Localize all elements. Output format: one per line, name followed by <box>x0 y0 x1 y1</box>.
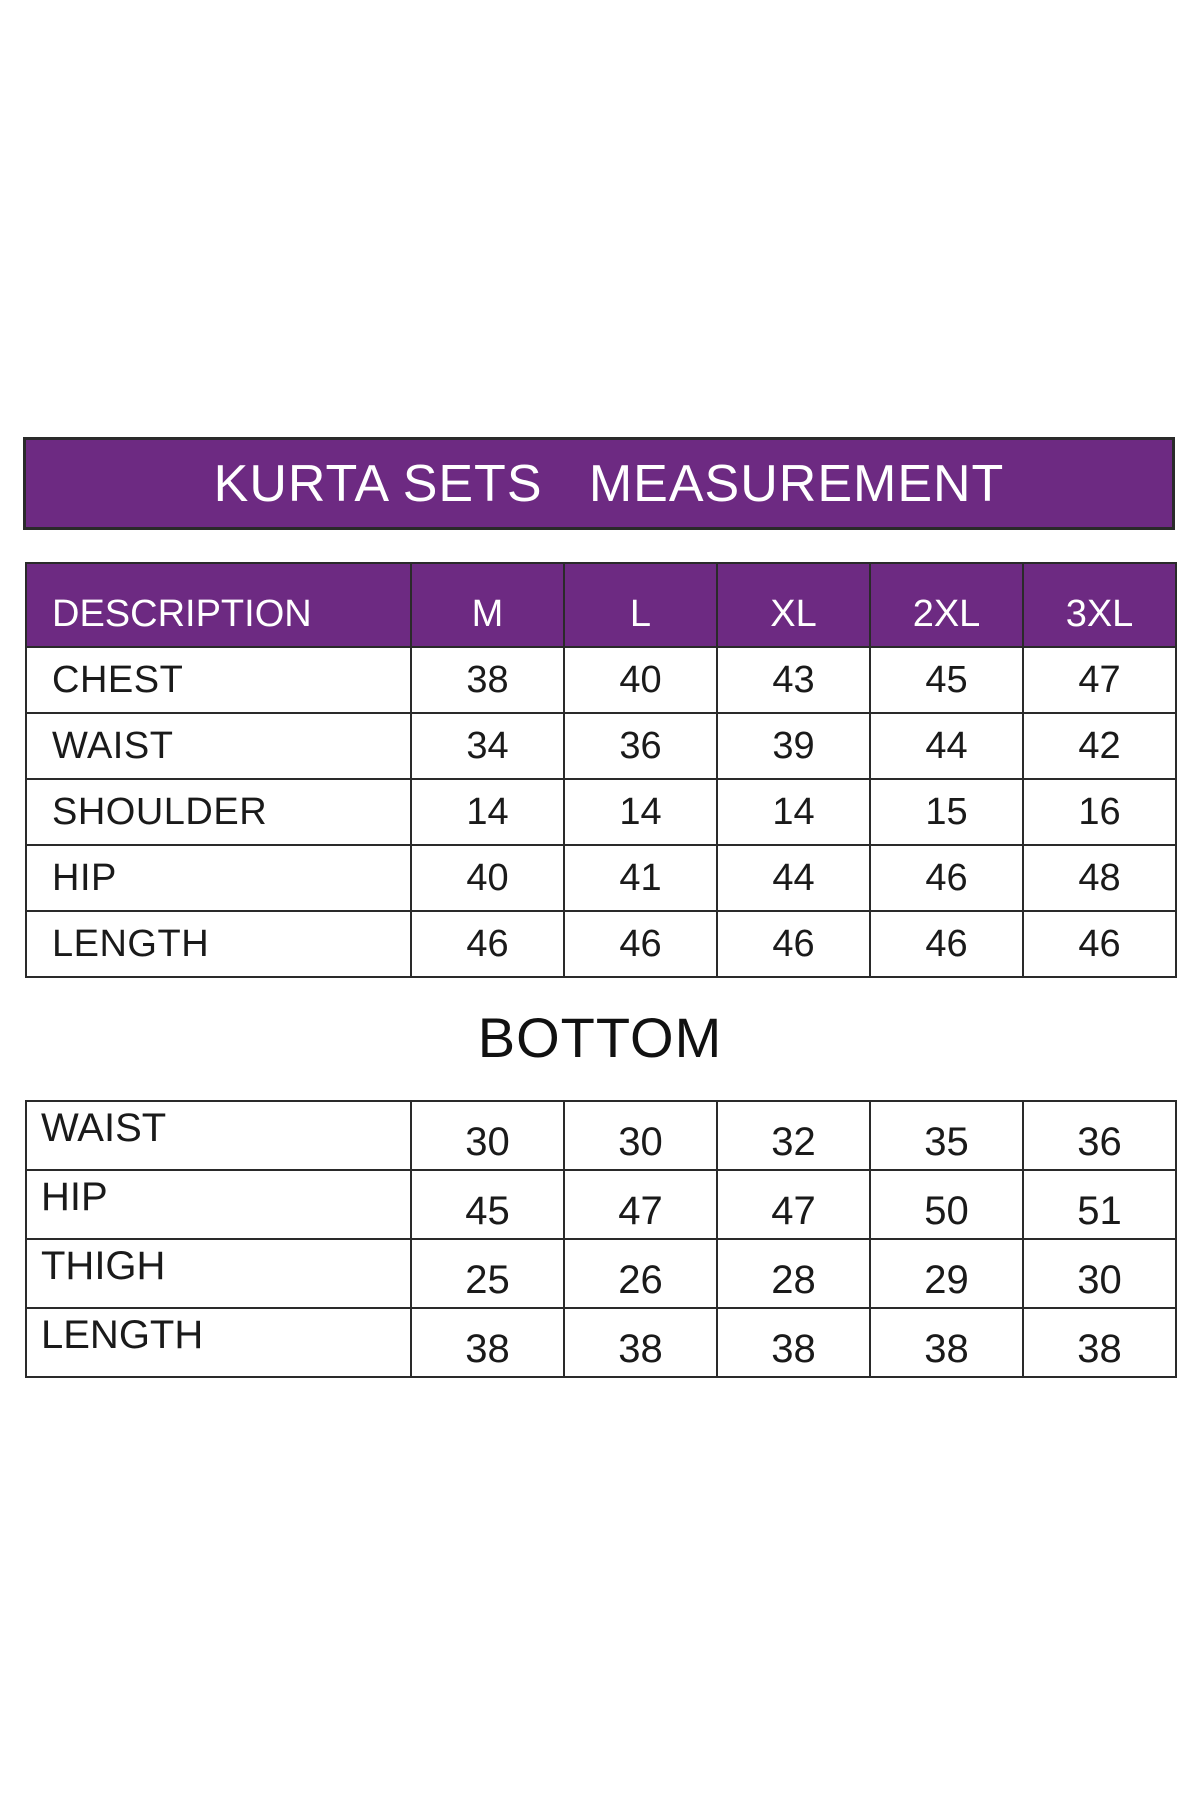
measurement-cell: 34 <box>411 713 564 779</box>
bottom-section-label: BOTTOM <box>477 1006 723 1069</box>
top-table-row <box>26 713 1176 779</box>
measurement-cell: 51 <box>1023 1170 1176 1239</box>
measurement-cell: 40 <box>564 647 717 713</box>
kurta-size-table <box>25 562 1177 978</box>
bottom-table-row <box>26 1101 1176 1170</box>
measurement-cell: 38 <box>411 647 564 713</box>
measurement-cell: 47 <box>1023 647 1176 713</box>
measurement-cell: 25 <box>411 1239 564 1308</box>
measurement-cell: 39 <box>717 713 870 779</box>
measurement-cell: 48 <box>1023 845 1176 911</box>
measurement-cell: 28 <box>717 1239 870 1308</box>
measurement-cell: 45 <box>411 1170 564 1239</box>
row-label: CHEST <box>26 647 411 713</box>
row-label: SHOULDER <box>26 779 411 845</box>
bottom-table-row <box>26 1170 1176 1239</box>
measurement-cell: 26 <box>564 1239 717 1308</box>
header-size-m: M <box>411 563 564 647</box>
measurement-cell: 44 <box>870 713 1023 779</box>
header-size-2xl: 2XL <box>870 563 1023 647</box>
table-header-row <box>26 563 1176 647</box>
measurement-cell: 41 <box>564 845 717 911</box>
measurement-cell: 47 <box>717 1170 870 1239</box>
measurement-cell: 36 <box>564 713 717 779</box>
measurement-cell: 38 <box>1023 1308 1176 1377</box>
measurement-cell: 43 <box>717 647 870 713</box>
page-title: KURTA SETS MEASUREMENT <box>213 454 1005 513</box>
measurement-cell: 45 <box>870 647 1023 713</box>
measurement-cell: 46 <box>411 911 564 977</box>
measurement-cell: 30 <box>564 1101 717 1170</box>
row-label: WAIST <box>26 713 411 779</box>
header-size-xl: XL <box>717 563 870 647</box>
measurement-cell: 15 <box>870 779 1023 845</box>
top-table-row <box>26 845 1176 911</box>
measurement-cell: 30 <box>1023 1239 1176 1308</box>
measurement-cell: 46 <box>870 845 1023 911</box>
measurement-cell: 36 <box>1023 1101 1176 1170</box>
bottom-size-table <box>25 1100 1177 1378</box>
row-label: LENGTH <box>26 911 411 977</box>
measurement-cell: 46 <box>870 911 1023 977</box>
measurement-cell: 46 <box>717 911 870 977</box>
measurement-cell: 46 <box>1023 911 1176 977</box>
measurement-cell: 29 <box>870 1239 1023 1308</box>
header-size-3xl: 3XL <box>1023 563 1176 647</box>
bottom-table-row <box>26 1308 1176 1377</box>
top-table-row <box>26 647 1176 713</box>
measurement-cell: 38 <box>411 1308 564 1377</box>
row-label: HIP <box>26 845 411 911</box>
row-label: HIP <box>26 1170 411 1239</box>
measurement-cell: 32 <box>717 1101 870 1170</box>
title-banner <box>23 437 1175 530</box>
measurement-cell: 38 <box>564 1308 717 1377</box>
measurement-cell: 38 <box>870 1308 1023 1377</box>
measurement-cell: 30 <box>411 1101 564 1170</box>
measurement-cell: 47 <box>564 1170 717 1239</box>
top-table-row <box>26 779 1176 845</box>
measurement-cell: 44 <box>717 845 870 911</box>
measurement-cell: 14 <box>717 779 870 845</box>
row-label: THIGH <box>26 1239 411 1308</box>
header-description: DESCRIPTION <box>26 563 411 647</box>
measurement-cell: 38 <box>717 1308 870 1377</box>
measurement-cell: 16 <box>1023 779 1176 845</box>
measurement-cell: 14 <box>564 779 717 845</box>
measurement-cell: 50 <box>870 1170 1023 1239</box>
top-table-row <box>26 911 1176 977</box>
row-label: WAIST <box>26 1101 411 1170</box>
measurement-cell: 46 <box>564 911 717 977</box>
measurement-cell: 35 <box>870 1101 1023 1170</box>
row-label: LENGTH <box>26 1308 411 1377</box>
measurement-cell: 14 <box>411 779 564 845</box>
bottom-table-row <box>26 1239 1176 1308</box>
measurement-cell: 40 <box>411 845 564 911</box>
measurement-cell: 42 <box>1023 713 1176 779</box>
header-size-l: L <box>564 563 717 647</box>
